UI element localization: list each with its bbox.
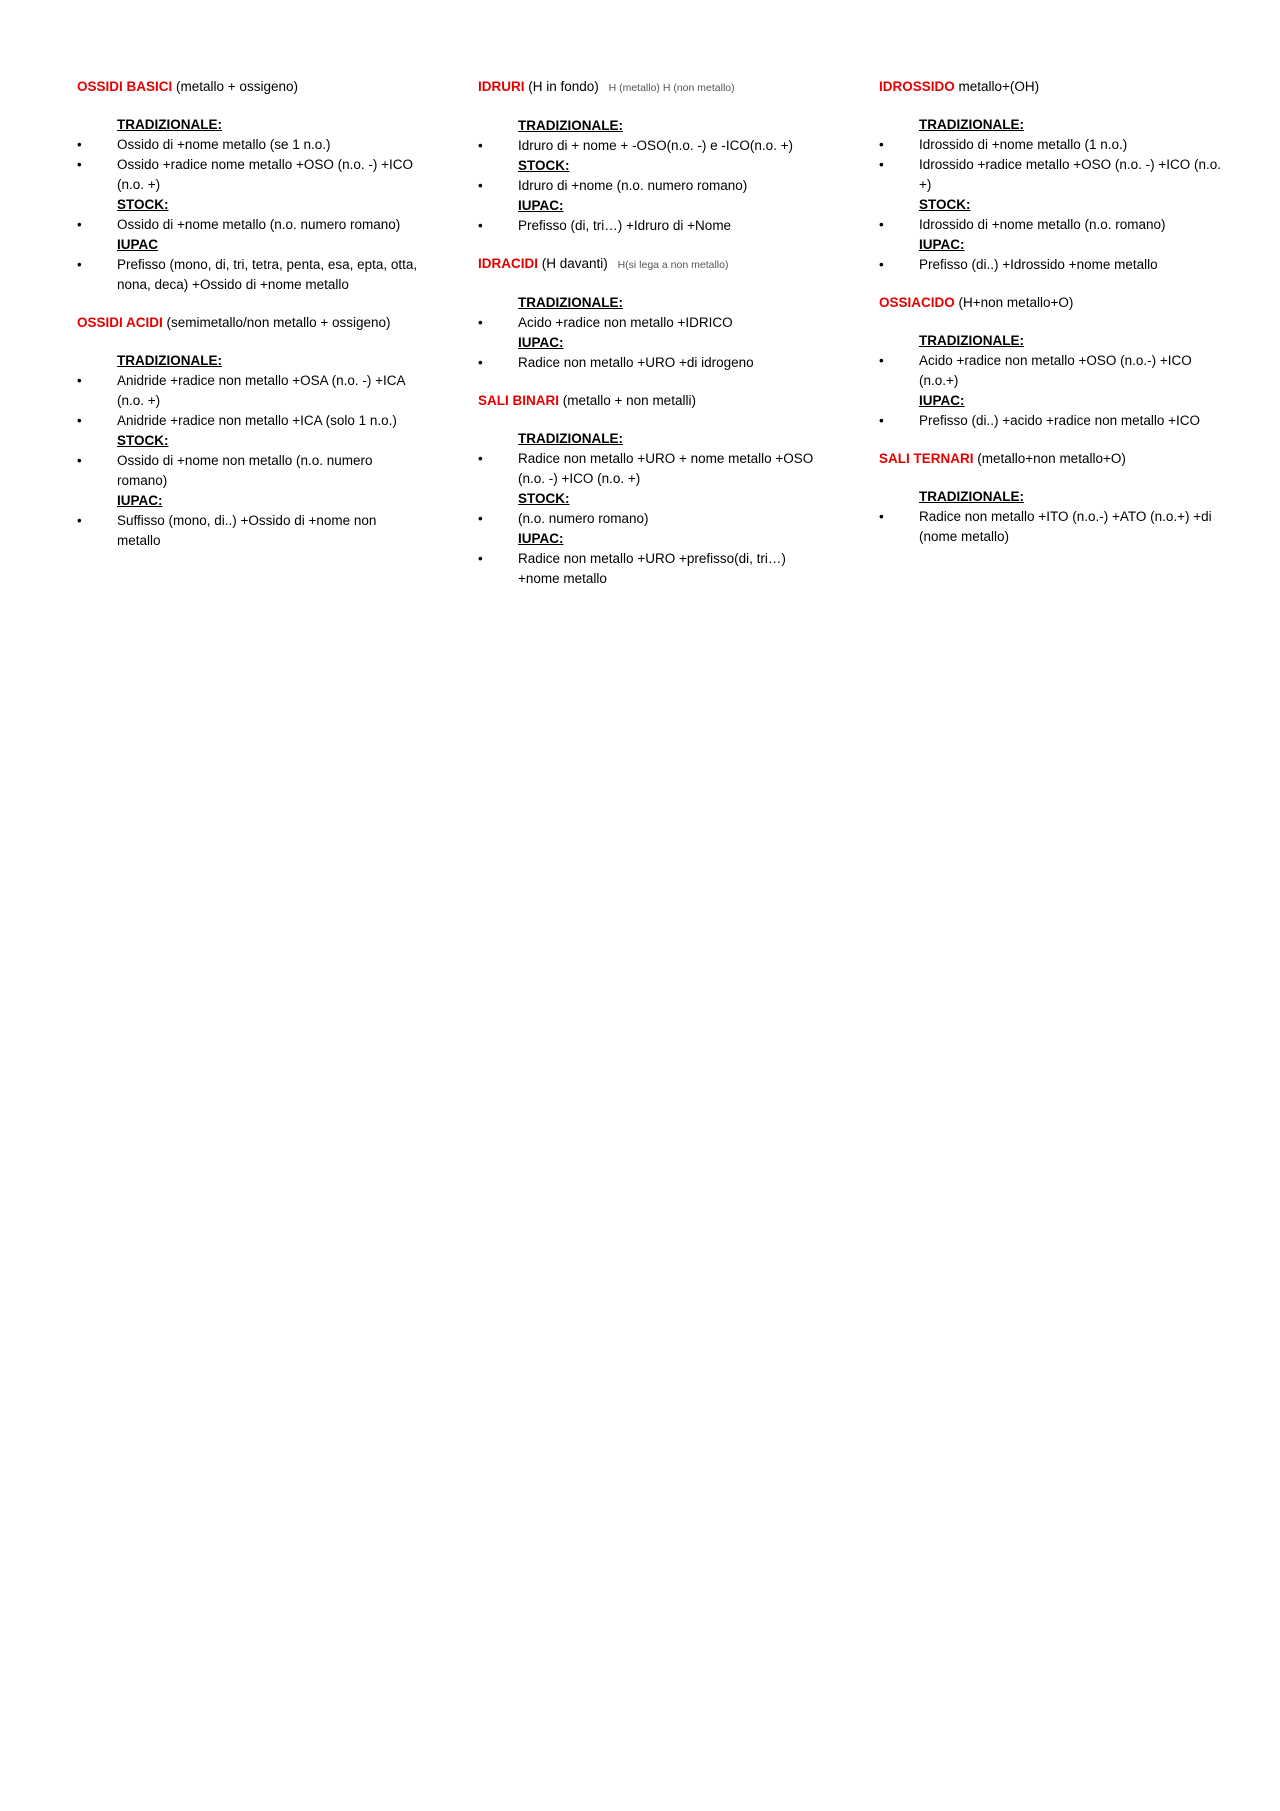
block-label: TRADIZIONALE: xyxy=(518,118,623,133)
list-item: • Prefisso (di..) +acido +radice non metallo +ICO xyxy=(879,411,1224,431)
column-3 xyxy=(879,77,1224,565)
section-title: IDROSSIDO xyxy=(879,79,955,94)
section-idrossido xyxy=(879,77,1224,275)
block-tradizionale xyxy=(879,115,1224,195)
block-label: IUPAC: xyxy=(518,198,564,213)
list-item: • Idrossido di +nome metallo (1 n.o.) xyxy=(879,135,1224,155)
list-item: • Idruro di +nome (n.o. numero romano) xyxy=(478,176,823,196)
list-item: • Acido +radice non metallo +OSO (n.o.-) +ICO (n.o.+) xyxy=(879,351,1224,391)
block-label: IUPAC: xyxy=(518,531,564,546)
list-item: • Prefisso (di, tri…) +Idruro di +Nome xyxy=(478,216,823,236)
block-tradizionale xyxy=(478,116,823,156)
list-item: • Anidride +radice non metallo +ICA (solo 1 n.o.) xyxy=(77,411,422,431)
section-title: OSSIDI BASICI xyxy=(77,79,173,94)
section-title: IDRACIDI xyxy=(478,256,538,271)
block-label: IUPAC: xyxy=(117,493,163,508)
block-label: STOCK: xyxy=(117,197,169,212)
list-item: • Idruro di + nome + -OSO(n.o. -) e -ICO(n.o. +) xyxy=(478,136,823,156)
block-label: STOCK: xyxy=(518,491,570,506)
block-iupac xyxy=(77,235,422,295)
section-heading xyxy=(478,77,823,98)
section-idruri xyxy=(478,77,823,236)
block-label: TRADIZIONALE: xyxy=(518,295,623,310)
list-item: • Idrossido di +nome metallo (n.o. romano) xyxy=(879,215,1224,235)
block-stock xyxy=(879,195,1224,235)
block-label: TRADIZIONALE: xyxy=(117,117,222,132)
block-stock xyxy=(478,156,823,196)
list-item: • Radice non metallo +URO + nome metallo +OSO (n.o. -) +ICO (n.o. +) xyxy=(478,449,823,489)
section-title: OSSIACIDO xyxy=(879,295,955,310)
block-iupac xyxy=(77,491,422,551)
section-subtitle: (metallo + ossigeno) xyxy=(176,79,298,94)
block-iupac xyxy=(879,391,1224,431)
section-ossidi-acidi xyxy=(77,313,422,551)
section-subtitle: (H davanti) xyxy=(541,256,608,271)
block-label: IUPAC: xyxy=(919,393,965,408)
block-iupac xyxy=(879,235,1224,275)
section-subtitle: metallo+(OH) xyxy=(958,79,1040,94)
section-subtitle: (H in fondo) xyxy=(528,79,599,94)
block-iupac xyxy=(478,333,823,373)
section-title: OSSIDI ACIDI xyxy=(77,315,163,330)
block-label: IUPAC xyxy=(117,237,159,252)
block-label: IUPAC: xyxy=(518,335,564,350)
section-subtitle: (H+non metallo+O) xyxy=(958,295,1074,310)
section-subtitle: (metallo + non metalli) xyxy=(562,393,696,408)
block-label: STOCK: xyxy=(117,433,169,448)
section-ossiacido xyxy=(879,293,1224,431)
block-iupac xyxy=(478,196,823,236)
block-tradizionale xyxy=(478,429,823,489)
list-item: • Radice non metallo +URO +di idrogeno xyxy=(478,353,823,373)
section-heading xyxy=(879,449,1224,469)
block-label: STOCK: xyxy=(919,197,971,212)
section-sali-ternari xyxy=(879,449,1224,547)
block-tradizionale xyxy=(77,115,422,195)
list-item: • Radice non metallo +ITO (n.o.-) +ATO (n.o.+) +di (nome metallo) xyxy=(879,507,1224,547)
list-item: • Prefisso (mono, di, tri, tetra, penta, esa, epta, otta, nona, deca) +Ossido di +nome metallo xyxy=(77,255,422,295)
section-heading xyxy=(77,313,422,333)
block-tradizionale xyxy=(879,331,1224,391)
block-label: STOCK: xyxy=(518,158,570,173)
block-stock xyxy=(478,489,823,529)
list-item: • Acido +radice non metallo +IDRICO xyxy=(478,313,823,333)
section-idracidi xyxy=(478,254,823,373)
list-item: • Ossido di +nome non metallo (n.o. numero romano) xyxy=(77,451,422,491)
section-subtitle: (metallo+non metallo+O) xyxy=(977,451,1126,466)
block-tradizionale xyxy=(879,487,1224,547)
section-note: H(si lega a non metallo) xyxy=(617,259,729,271)
section-heading xyxy=(879,77,1224,97)
section-heading xyxy=(77,77,422,97)
block-label: TRADIZIONALE: xyxy=(117,353,222,368)
block-stock xyxy=(77,431,422,491)
list-item: • Prefisso (di..) +Idrossido +nome metallo xyxy=(879,255,1224,275)
list-item: • (n.o. numero romano) xyxy=(478,509,823,529)
block-label: TRADIZIONALE: xyxy=(518,431,623,446)
section-ossidi-basici xyxy=(77,77,422,295)
block-iupac xyxy=(478,529,823,589)
list-item: • Ossido +radice nome metallo +OSO (n.o. -) +ICO (n.o. +) xyxy=(77,155,422,195)
list-item: • Idrossido +radice metallo +OSO (n.o. -) +ICO (n.o. +) xyxy=(879,155,1224,195)
column-2 xyxy=(478,77,823,607)
section-note: H (metallo) H (non metallo) xyxy=(608,82,735,94)
list-item: • Anidride +radice non metallo +OSA (n.o. -) +ICA (n.o. +) xyxy=(77,371,422,411)
section-title: SALI TERNARI xyxy=(879,451,974,466)
block-label: TRADIZIONALE: xyxy=(919,489,1024,504)
list-item: • Radice non metallo +URO +prefisso(di, tri…) +nome metallo xyxy=(478,549,823,589)
section-subtitle: (semimetallo/non metallo + ossigeno) xyxy=(166,315,391,330)
block-label: TRADIZIONALE: xyxy=(919,117,1024,132)
block-label: TRADIZIONALE: xyxy=(919,333,1024,348)
list-item: • Suffisso (mono, di..) +Ossido di +nome non metallo xyxy=(77,511,422,551)
block-tradizionale xyxy=(478,293,823,333)
block-stock xyxy=(77,195,422,235)
section-title: SALI BINARI xyxy=(478,393,559,408)
column-1 xyxy=(77,77,422,569)
block-tradizionale xyxy=(77,351,422,431)
section-heading xyxy=(478,254,823,275)
section-sali-binari xyxy=(478,391,823,589)
section-heading xyxy=(478,391,823,411)
list-item: • Ossido di +nome metallo (n.o. numero romano) xyxy=(77,215,422,235)
section-title: IDRURI xyxy=(478,79,525,94)
block-label: IUPAC: xyxy=(919,237,965,252)
list-item: • Ossido di +nome metallo (se 1 n.o.) xyxy=(77,135,422,155)
section-heading xyxy=(879,293,1224,313)
